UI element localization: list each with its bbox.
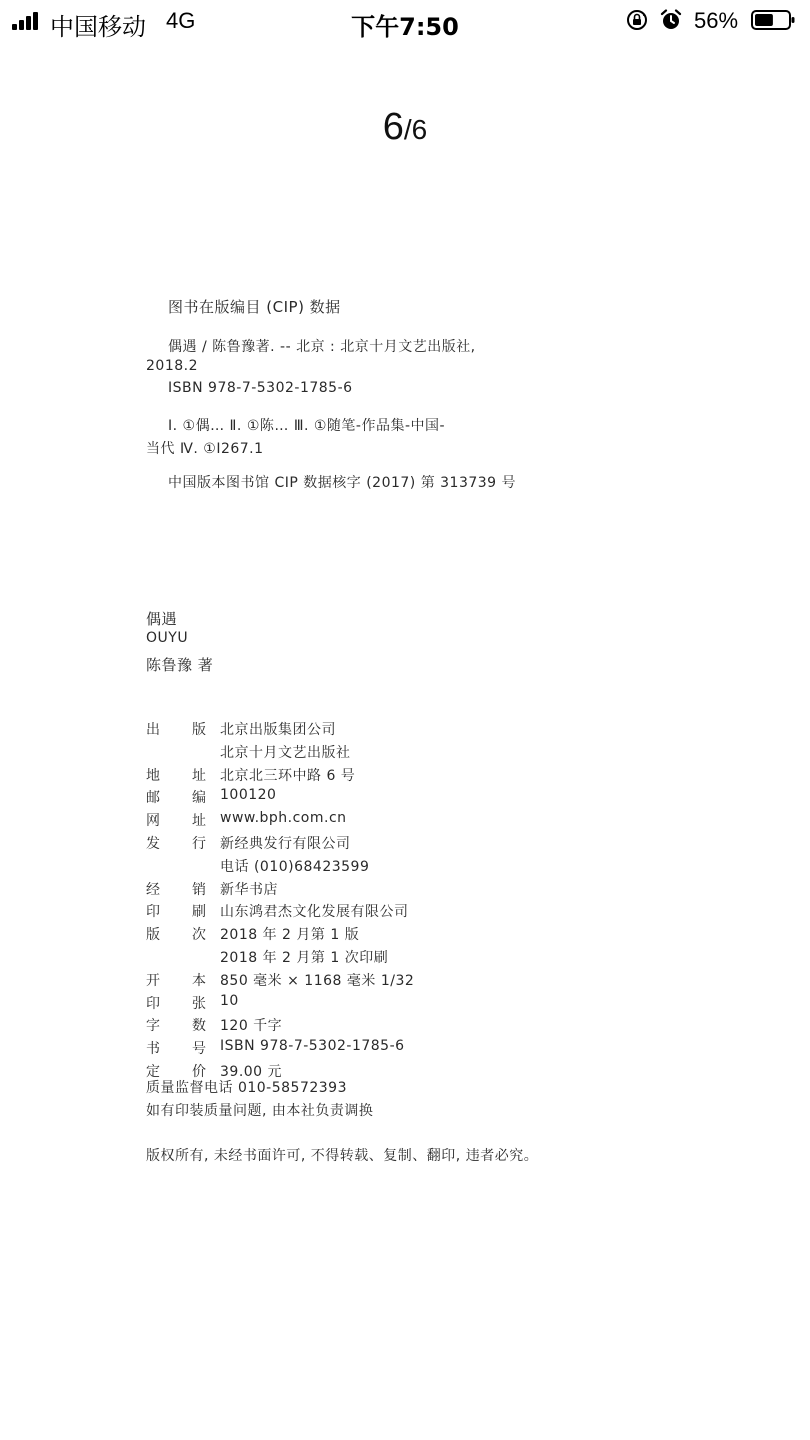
battery-icon bbox=[751, 10, 795, 30]
colophon-value: 新经典发行有限公司 bbox=[220, 836, 351, 852]
page-current: 6 bbox=[382, 106, 404, 148]
cip-heading: 图书在版编目 (CIP) 数据 bbox=[168, 298, 341, 316]
page-separator: / bbox=[403, 114, 412, 145]
colophon-key: 行 bbox=[192, 836, 207, 852]
colophon-key: 书 bbox=[146, 1041, 161, 1058]
colophon-key: 地 bbox=[146, 767, 161, 784]
colophon-key: 版 bbox=[146, 927, 161, 944]
colophon-value: 北京出版集团公司 bbox=[220, 722, 336, 738]
colophon-key: 价 bbox=[192, 1064, 207, 1080]
status-bar bbox=[0, 0, 810, 42]
colophon-value: 北京北三环中路 6 号 bbox=[220, 767, 356, 784]
colophon-value: 2018 年 2 月第 1 版 bbox=[220, 927, 360, 944]
cip-line-4: Ⅰ. ①偶… Ⅱ. ①陈… Ⅲ. ①随笔-作品集-中国- bbox=[168, 418, 446, 434]
colophon-value: 120 千字 bbox=[220, 1018, 283, 1035]
network-type: 4G bbox=[166, 8, 196, 33]
colophon-value: 10 bbox=[220, 992, 239, 1009]
colophon-key: 张 bbox=[192, 995, 207, 1012]
colophon-key: 号 bbox=[192, 1041, 207, 1058]
battery-percent: 56% bbox=[694, 8, 739, 33]
colophon-key: 发 bbox=[146, 836, 161, 852]
book-pinyin: OUYU bbox=[146, 630, 189, 646]
colophon-key: 次 bbox=[192, 927, 207, 944]
colophon-key: 刷 bbox=[192, 904, 207, 921]
colophon-value: 850 毫米 × 1168 毫米 1/32 bbox=[220, 972, 415, 989]
colophon-value: 山东鸿君杰文化发展有限公司 bbox=[220, 904, 409, 921]
colophon-key: 网 bbox=[146, 813, 161, 830]
colophon-key: 本 bbox=[192, 972, 207, 989]
colophon-key: 印 bbox=[146, 995, 161, 1012]
colophon-key: 印 bbox=[146, 904, 161, 921]
colophon-value: www.bph.com.cn bbox=[220, 810, 347, 827]
colophon-value: 2018 年 2 月第 1 次印刷 bbox=[220, 950, 389, 966]
colophon-key: 字 bbox=[146, 1018, 161, 1035]
quality-phone: 质量监督电话 010-58572393 bbox=[146, 1080, 347, 1096]
colophon-value: 100120 bbox=[220, 787, 277, 804]
colophon-value: ISBN 978-7-5302-1785-6 bbox=[220, 1038, 405, 1055]
colophon-key: 开 bbox=[146, 972, 161, 989]
copyright-notice: 版权所有, 未经书面许可, 不得转载、复制、翻印, 违者必究。 bbox=[146, 1148, 539, 1164]
page-total: 6 bbox=[411, 114, 428, 145]
colophon-key: 销 bbox=[192, 881, 207, 898]
colophon-value: 新华书店 bbox=[220, 881, 278, 898]
orientation-lock-icon bbox=[626, 9, 648, 31]
cip-line-2: 2018.2 bbox=[146, 358, 198, 374]
colophon-key: 版 bbox=[192, 722, 207, 738]
book-author: 陈鲁豫 著 bbox=[146, 656, 214, 674]
cip-line-1: 偶遇 / 陈鲁豫著. -- 北京 : 北京十月文艺出版社, bbox=[168, 339, 476, 355]
colophon-value: 39.00 元 bbox=[220, 1064, 283, 1080]
colophon-key: 数 bbox=[192, 1018, 207, 1035]
quality-return: 如有印装质量问题, 由本社负责调换 bbox=[146, 1103, 374, 1119]
colophon-key: 邮 bbox=[146, 790, 161, 807]
alarm-icon bbox=[660, 9, 682, 31]
carrier-name: 中国移动 bbox=[50, 13, 146, 41]
book-title: 偶遇 bbox=[146, 610, 178, 628]
colophon-key: 经 bbox=[146, 881, 161, 898]
colophon-key: 出 bbox=[146, 722, 161, 738]
colophon-key: 编 bbox=[192, 790, 207, 807]
colophon-key: 定 bbox=[146, 1064, 161, 1080]
colophon-key: 址 bbox=[192, 767, 207, 784]
cip-isbn: ISBN 978-7-5302-1785-6 bbox=[168, 380, 353, 396]
status-time: 下午7:50 bbox=[351, 13, 459, 41]
colophon-key: 址 bbox=[192, 813, 207, 830]
colophon-value: 北京十月文艺出版社 bbox=[220, 744, 351, 761]
colophon-value: 电话 (010)68423599 bbox=[220, 858, 370, 875]
cip-line-6: 中国版本图书馆 CIP 数据核字 (2017) 第 313739 号 bbox=[168, 475, 517, 491]
cip-line-5: 当代 Ⅳ. ①I267.1 bbox=[146, 441, 264, 457]
page-indicator bbox=[0, 106, 810, 149]
